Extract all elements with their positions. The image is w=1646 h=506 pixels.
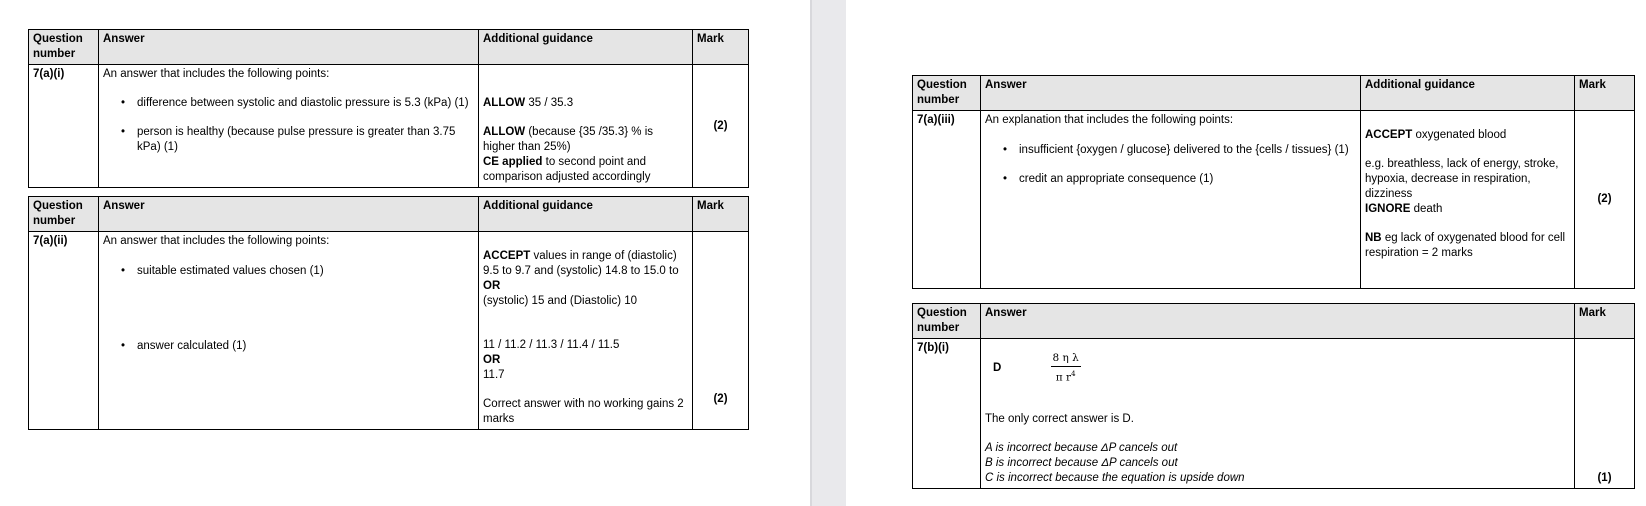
header-answer: Answer (981, 304, 1575, 339)
answer-point: • insufficient {oxygen / glucose} delivered to the {cells / tissues} (1) (985, 143, 1356, 158)
answer-cell (99, 232, 479, 430)
guidance-keyword: ALLOW (483, 126, 526, 138)
table-row (913, 339, 1635, 489)
answer-cell (99, 65, 479, 188)
header-answer: Answer (99, 30, 479, 65)
mark-value: (2) (693, 65, 749, 188)
guidance-text: (systolic) 15 and (Diastolic) 10 (483, 295, 638, 307)
guidance-text: Correct answer with no working gains 2 marks (483, 398, 684, 425)
header-question-number: Question number (913, 76, 981, 111)
table-row (913, 111, 1635, 289)
guidance-text: 11 / 11.2 / 11.3 / 11.4 / 11.5 (483, 339, 620, 351)
answer-point: • person is healthy (because pulse pressure is greater than 3.75 kPa) (1) (103, 125, 474, 155)
table-row (29, 65, 749, 188)
answer-intro: An answer that includes the following points: (103, 235, 330, 247)
answer-intro: An explanation that includes the following points: (985, 114, 1234, 126)
table-row (29, 232, 749, 430)
question-number: 7(b)(i) (913, 339, 981, 489)
markscheme-table-7ai (28, 29, 749, 188)
question-number: 7(a)(i) (29, 65, 99, 188)
formula-denominator (1051, 367, 1081, 386)
header-question-number: Question number (913, 304, 981, 339)
header-answer: Answer (981, 76, 1361, 111)
answer-point: • answer calculated (1) (103, 339, 474, 354)
incorrect-reason: C is incorrect because the equation is upside down (985, 471, 1245, 484)
formula-exponent: 4 (1071, 370, 1076, 378)
mark-value: (2) (693, 232, 749, 430)
guidance-cell (1361, 111, 1575, 289)
answer-cell (981, 339, 1575, 489)
table-header-row (913, 76, 1635, 111)
guidance-text: (because {35 /35.3} % is higher than 25%) (483, 126, 654, 153)
guidance-text: death (1410, 203, 1443, 215)
table-header-row (29, 30, 749, 65)
header-guidance: Additional guidance (479, 197, 693, 232)
guidance-text: 11.7 (483, 369, 505, 381)
formula-denominator-text: π r (1055, 371, 1072, 384)
question-number: 7(a)(ii) (29, 232, 99, 430)
guidance-text: e.g. breathless, lack of energy, stroke, hypoxia, decrease in respiration, dizziness (1365, 158, 1559, 200)
header-mark: Mark (693, 197, 749, 232)
table-header-row (913, 304, 1635, 339)
header-mark: Mark (1575, 76, 1635, 111)
guidance-keyword: ACCEPT (483, 250, 531, 262)
header-question-number: Question number (29, 30, 99, 65)
incorrect-reason: A is incorrect because ΔP cancels out (985, 441, 1178, 454)
answer-intro: An answer that includes the following points: (103, 68, 330, 80)
markscheme-table-7aiii (912, 75, 1635, 289)
answer-cell (981, 111, 1361, 289)
guidance-keyword: CE applied (483, 156, 543, 168)
formula-numerator: 8 η λ (1051, 351, 1081, 367)
markscheme-table-7aii (28, 196, 749, 430)
guidance-text: values in range of (diastolic) 9.5 to 9.7 and (systolic) 14.8 to 15.0 to (483, 250, 679, 277)
guidance-text: oxygenated blood (1412, 129, 1507, 141)
guidance-text: to second point and comparison adjusted accordingly (483, 156, 651, 183)
guidance-keyword: IGNORE (1365, 203, 1411, 215)
question-number: 7(a)(iii) (913, 111, 981, 289)
header-guidance: Additional guidance (479, 30, 693, 65)
answer-letter: D (993, 361, 1002, 374)
incorrect-reason: B is incorrect because ΔP cancels out (985, 456, 1178, 469)
header-question-number: Question number (29, 197, 99, 232)
guidance-text: 35 / 35.3 (525, 97, 574, 109)
guidance-cell (479, 232, 693, 430)
answer-point: • suitable estimated values chosen (1) (103, 264, 474, 279)
table-header-row (29, 197, 749, 232)
mark-value: (2) (1575, 111, 1635, 289)
guidance-cell (479, 65, 693, 188)
guidance-or: OR (483, 280, 501, 292)
header-guidance: Additional guidance (1361, 76, 1575, 111)
guidance-keyword: ACCEPT (1365, 129, 1413, 141)
formula (1051, 351, 1081, 386)
left-page (0, 0, 810, 506)
mark-value: (1) (1575, 339, 1635, 489)
right-page (846, 0, 1646, 506)
answer-option (985, 351, 1570, 386)
header-mark: Mark (693, 30, 749, 65)
header-answer: Answer (99, 197, 479, 232)
header-mark: Mark (1575, 304, 1635, 339)
answer-point: • credit an appropriate consequence (1) (985, 172, 1356, 187)
guidance-keyword: NB (1365, 232, 1382, 244)
guidance-text: eg lack of oxygenated blood for cell respiration = 2 marks (1365, 232, 1566, 259)
page-gutter (810, 0, 846, 506)
markscheme-table-7bi (912, 303, 1635, 489)
answer-point: • difference between systolic and diastolic pressure is 5.3 (kPa) (1) (103, 96, 474, 111)
correct-answer-text: The only correct answer is D. (985, 412, 1134, 425)
guidance-or: OR (483, 354, 501, 366)
guidance-keyword: ALLOW (483, 97, 526, 109)
